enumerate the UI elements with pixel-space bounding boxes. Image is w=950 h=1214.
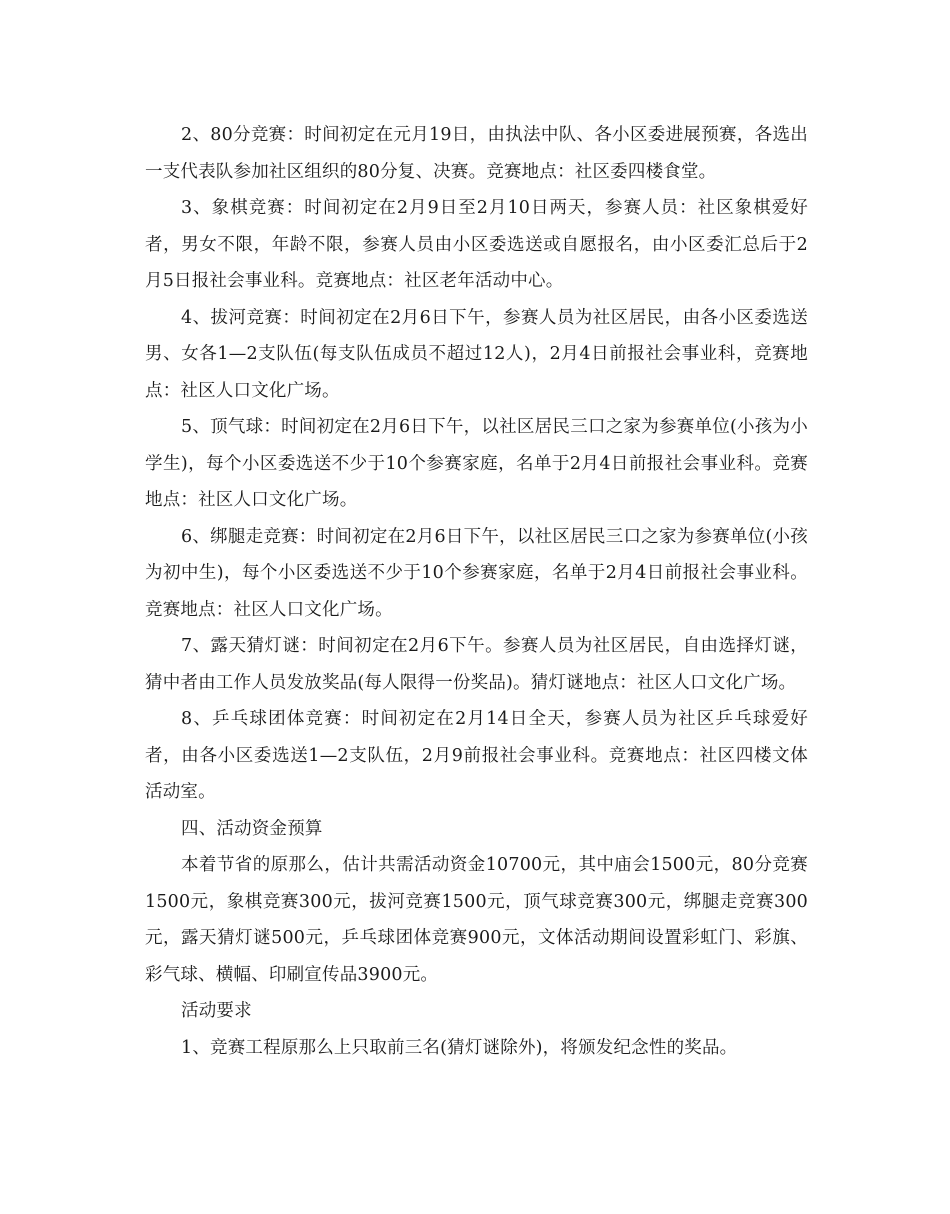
paragraph-tug-of-war: 4、拔河竞赛：时间初定在2月6日下午，参赛人员为社区居民，由各小区委选送男、女各1—2支队伍(每支队伍成员不超过12人)，2月4日前报社会事业科，竞赛地点：社区人口文化广场。: [145, 307, 808, 401]
section-heading-requirements: 活动要求: [181, 1001, 252, 1021]
paragraph-80-points-competition: 2、80分竞赛：时间初定在元月19日，由执法中队、各小区委进展预赛，各选出一支代表队参加社区组织的80分复、决赛。竞赛地点：社区委四楼食堂。: [145, 125, 808, 182]
paragraph-chess-competition: 3、象棋竞赛：时间初定在2月9日至2月10日两天，参赛人员：社区象棋爱好者，男女不限，年龄不限，参赛人员由小区委选送或自愿报名，由小区委汇总后于2月5日报社会事业科。竞赛地点：社区老年活动中心。: [145, 198, 808, 291]
paragraph-budget-details: 本着节省的原那么，估计共需活动资金10700元，其中庙会1500元，80分竞赛1500元，象棋竞赛300元，拔河竞赛1500元，顶气球竞赛300元，绑腿走竞赛300元，露天猜灯谜500元，乒乓球团体竞赛900元，文体活动期间设置彩虹门、彩旗、彩气球、横幅、印刷宣传品3900元。: [145, 855, 808, 985]
paragraph-three-legged-race: 6、绑腿走竞赛：时间初定在2月6日下午，以社区居民三口之家为参赛单位(小孩为初中生)，每个小区委选送不少于10个参赛家庭，名单于2月4日前报社会事业科。竞赛地点：社区人口文化广场。: [145, 526, 808, 620]
paragraph-lantern-riddles: 7、露天猜灯谜：时间初定在2月6下午。参赛人员为社区居民，自由选择灯谜，猜中者由工作人员发放奖品(每人限得一份奖品)。猜灯谜地点：社区人口文化广场。: [145, 636, 808, 693]
paragraph-requirement-1: 1、竞赛工程原那么上只取前三名(猜灯谜除外)，将颁发纪念性的奖品。: [181, 1037, 738, 1058]
paragraph-table-tennis: 8、乒乓球团体竞赛：时间初定在2月14日全天，参赛人员为社区乒乓球爱好者，由各小区委选送1—2支队伍，2月9前报社会事业科。竞赛地点：社区四楼文体活动室。: [145, 709, 808, 802]
section-heading-budget: 四、活动资金预算: [181, 818, 323, 839]
paragraph-balloon-game: 5、顶气球：时间初定在2月6日下午，以社区居民三口之家为参赛单位(小孩为小学生)，每个小区委选送不少于10个参赛家庭，名单于2月4日前报社会事业科。竞赛地点：社区人口文化广场。: [145, 417, 808, 510]
document-body: [145, 117, 808, 1066]
